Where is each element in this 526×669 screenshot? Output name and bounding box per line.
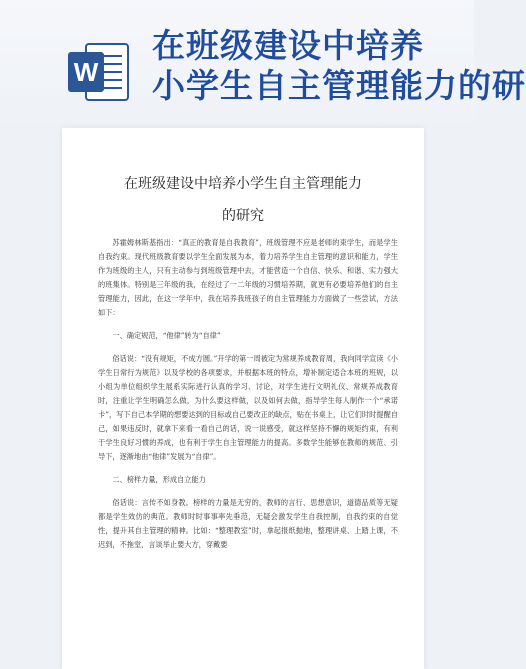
document-body [98,236,398,561]
svg-text:W: W [73,57,99,87]
banner-title [152,26,526,106]
word-document-icon [68,40,130,104]
banner [0,0,526,135]
document-page [62,128,424,669]
section-heading-2: 二、榜样力量，形成自立能力 [112,475,206,484]
paragraph-rules: 俗话说：“没有规矩，不成方圆。”开学的第一周被定为常规养成教育周，我向同学宣读《小学生日常行为规范》以及学校的各项要求，并根据本班的特点，增补制定适合本班的班规，以小组为单位组织学生展系实际进行认真的学习、讨论，对学生进行文明礼仪、常规养成教育时，注重让学生明确怎么做，为什么要这样做，以及如何去做，指导学生每人制作一个“承诺卡”，写下自己本学期的想要达到的目标或自己要改正的缺点，贴在书桌上，让它们时时提醒自己，如果违反时，就拿下来看一看自己的话，说一说感受，就这样坚持不懈的规矩约束，有利于学生良好习惯的养成，也有利于学生自主管理能力的提高。多数学生能够在教师的规范、引导下，逐渐地由“他律”发展为“自律”。 [98,354,398,461]
document-title-line2: 的研究 [222,208,264,224]
banner-title-line2: 小学生自主管理能力的研 [152,66,526,105]
paragraph-role-model: 俗话说：言传不如身教。榜样的力量是无穷的，教师的言行、思想意识，道德品质等无疑都是学生效仿的典范。教师时时事事率先垂范，无疑会激发学生自我控制，自我约束的自觉性，提升其自主管理的精神。比如：“整理教室”时，拿起报纸抛地，整理讲桌、上踏上课，不迟到，不拖堂，言谈举止要大方，穿戴要 [98,498,398,549]
document-title-line1: 在班级建设中培养小学生自主管理能力 [124,176,362,192]
section-heading-1: 一、确定规范，“他律”转为“自律” [112,331,221,340]
banner-title-line1: 在班级建设中培养 [152,26,424,65]
paragraph-intro: 苏霍姆林斯基指出：“真正的教育是自我教育”，班级管理不应是老师的束学生，而是学生自我约束。现代班级教育要以学生全面发展为本，着力培养学生自主管理的意识和能力，学生作为班级的主人，只有主动参与到班级管理中去，才能营造一个自信、快乐、和谐、实力强大的班集体。特别是三年级的我，在经过了一二年级的习惯培养期，就更有必要培养他们的自主管理能力，因此，在这一学年中，我在培养我班孩子的自主管理能力方面做了一些尝试，方法如下： [98,238,398,317]
